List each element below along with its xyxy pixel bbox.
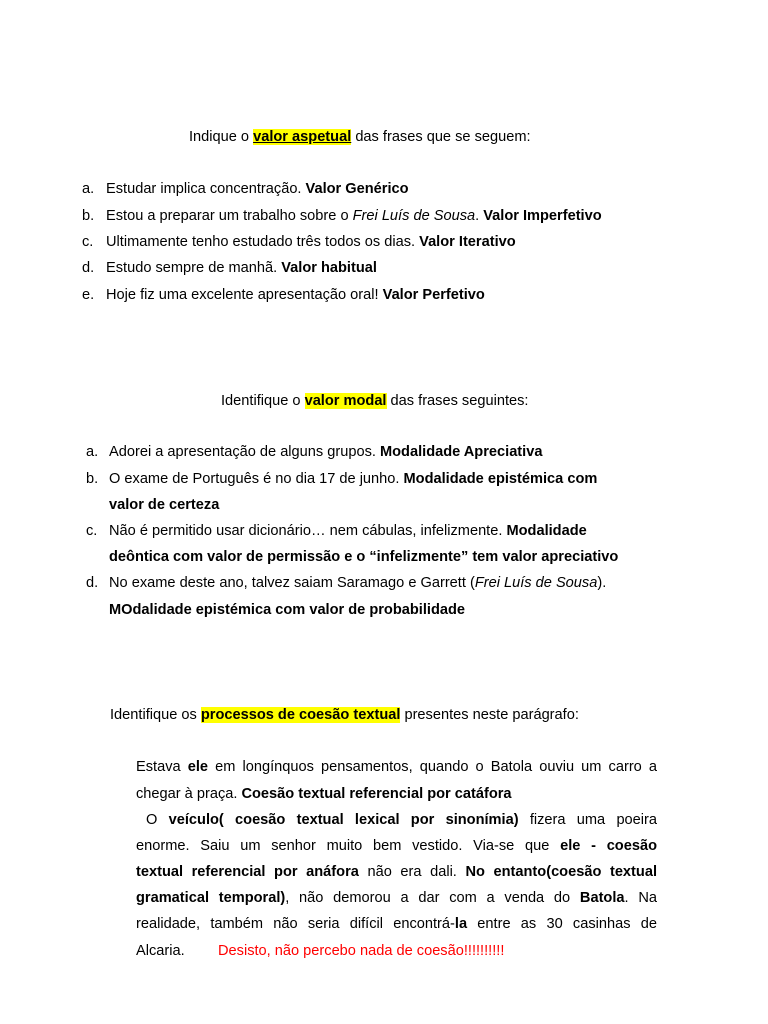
bold-text: Batola [579, 890, 625, 906]
list-marker: e. [82, 287, 95, 303]
item-answer: Modalidade [506, 523, 587, 539]
red-remark [218, 943, 504, 959]
list-item [82, 234, 516, 250]
paragraph-line [136, 916, 657, 932]
text: realidade, também não seria difícil encontrá- [136, 916, 455, 932]
list-marker: c. [82, 234, 94, 250]
text: chegar à praça. [136, 786, 242, 802]
item-text: Hoje fiz uma excelente apresentação oral! [106, 287, 383, 303]
bold-text: la [454, 916, 468, 932]
title-text: das frases que se seguem: [351, 129, 531, 145]
paragraph-line [136, 943, 185, 959]
highlight-valor-modal: valor modal [304, 393, 387, 409]
list-item [86, 575, 607, 618]
bold-text: ele [187, 759, 209, 775]
bold-text: gramatical temporal) [136, 890, 286, 906]
item-answer: Valor habitual [281, 260, 377, 276]
list-item [82, 287, 485, 303]
text: O [146, 812, 169, 828]
text: enorme. Saiu um senhor muito bem vestido. Via-se que [136, 838, 561, 854]
item-text: . [475, 208, 484, 224]
paragraph-line [136, 786, 512, 802]
item-answer: Modalidade epistémica com [403, 471, 598, 487]
list-item [86, 523, 619, 565]
item-text: Adorei a apresentação de alguns grupos. [109, 444, 380, 460]
list-marker: b. [82, 208, 95, 224]
item-answer: valor de certeza [109, 497, 220, 513]
text: , não demorou a dar com a venda do [285, 890, 580, 906]
title-text: Identifique os [110, 707, 201, 723]
list-marker: c. [86, 523, 98, 539]
bold-text: textual referencial por anáfora [136, 864, 359, 880]
list-marker: d. [82, 260, 95, 276]
item-answer: MOdalidade epistémica com valor de probabilidade [109, 602, 466, 618]
section1-title [189, 129, 531, 145]
bold-text: Coesão textual referencial por catáfora [241, 786, 512, 802]
title-text: presentes neste parágrafo: [400, 707, 579, 723]
paragraph-line [136, 864, 657, 880]
item-text: O exame de Português é no dia 17 de junho. [109, 471, 404, 487]
paragraph-line [136, 838, 657, 854]
list-item [82, 181, 409, 197]
bold-text: ele - coesão [560, 838, 657, 854]
text: Alcaria. [136, 943, 185, 959]
item-text: Ultimamente tenho estudado três todos os dias. [106, 234, 420, 250]
text: entre as 30 casinhas de [467, 916, 657, 932]
text: fizera uma poeira [518, 812, 658, 828]
item-italic: Frei Luís de Sousa [352, 208, 476, 224]
item-answer: Valor Iterativo [419, 234, 516, 250]
bold-text: veículo( coesão textual lexical por sinonímia) [168, 812, 519, 828]
item-text: Estou a preparar um trabalho sobre o [106, 208, 353, 224]
item-text: ). [597, 575, 607, 591]
item-answer: Valor Perfetivo [382, 287, 485, 303]
list-marker: a. [86, 444, 99, 460]
item-answer: Valor Imperfetivo [483, 208, 602, 224]
item-text: Estudar implica concentração. [106, 181, 306, 197]
list-marker: d. [86, 575, 99, 591]
list-item [86, 444, 543, 460]
section2-title [221, 393, 528, 409]
text: não era dali. [358, 864, 466, 880]
list-item [86, 471, 598, 513]
paragraph-line [136, 890, 657, 906]
highlight-valor-aspetual: valor aspetual [253, 129, 352, 145]
title-text: das frases seguintes: [386, 393, 529, 409]
item-italic: Frei Luís de Sousa [474, 575, 598, 591]
list-marker: a. [82, 181, 95, 197]
text: em longínquos pensamentos, quando o Batola ouviu um carro a [208, 759, 658, 775]
text: . Na [624, 890, 657, 906]
title-text: Identifique o [221, 393, 305, 409]
item-text: No exame deste ano, talvez saiam Saramago e Garrett ( [109, 575, 475, 591]
title-text: Indique o [189, 129, 254, 145]
text: Estava [136, 759, 188, 775]
text: Desisto, não percebo nada de coesão!!!!!!!!!! [218, 943, 505, 959]
item-text: Não é permitido usar dicionário… nem cábulas, infelizmente. [109, 523, 507, 539]
highlight-processos-coesao: processos de coesão textual [200, 707, 401, 723]
item-text: Estudo sempre de manhã. [106, 260, 282, 276]
bold-text: No entanto(coesão textual [465, 864, 657, 880]
list-marker: b. [86, 471, 99, 487]
item-answer: deôntica com valor de permissão e o “infelizmente” tem valor apreciativo [109, 549, 619, 565]
paragraph-line [136, 759, 657, 775]
list-item [82, 260, 377, 276]
paragraph-line [146, 812, 657, 828]
item-answer: Valor Genérico [305, 181, 409, 197]
item-answer: Modalidade Apreciativa [379, 444, 543, 460]
list-item [82, 208, 602, 224]
section3-title [110, 707, 579, 723]
